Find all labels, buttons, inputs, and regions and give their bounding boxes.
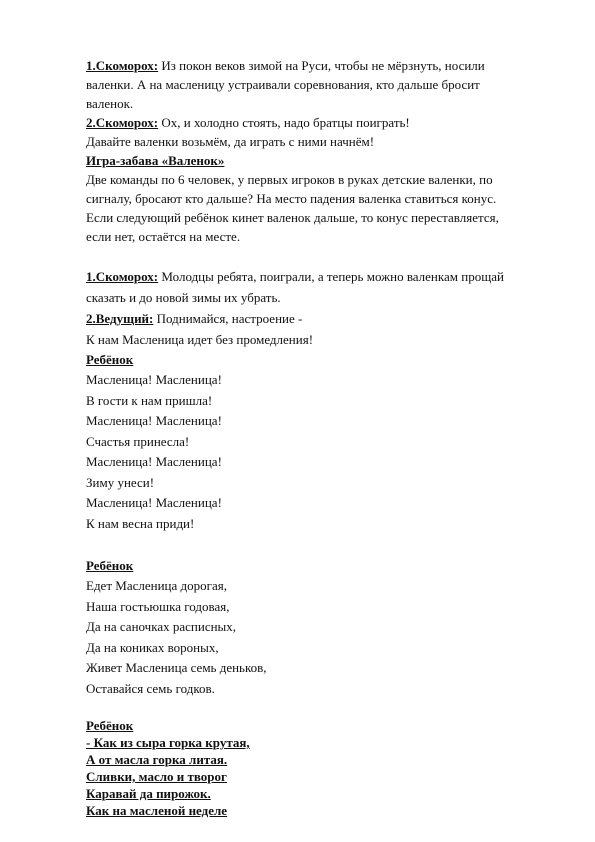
verse-line: Сливки, масло и творог [86, 769, 227, 784]
spacer [86, 246, 556, 264]
verse-line: Да на кониках вороных, [86, 639, 219, 655]
verse-line: Оставайся семь годков. [86, 680, 215, 696]
verse-line: Да на саночках расписных, [86, 619, 237, 634]
skomorokh2-speech [86, 113, 556, 151]
game-section [86, 151, 556, 246]
spacer [86, 699, 556, 717]
text-line: валенок. [86, 96, 134, 111]
text-line: Две команды по 6 человек, у первых игроков в руках детские валенки, по [86, 172, 493, 187]
spacer [86, 534, 556, 556]
verse-line: В гости к нам пришла! [86, 392, 213, 408]
verse-line: Счастья принесла! [86, 433, 190, 449]
child-verse-3 [86, 717, 556, 819]
verse-line: К нам весна приди! [86, 515, 195, 531]
text-line: Если следующий ребёнок кинет валенок дальше, то конус переставляется, [86, 210, 499, 225]
speech-text: Молодцы ребята, поиграли, а теперь можно валенкам прощай [158, 269, 504, 284]
verse-line: Зиму унеси! [86, 474, 155, 490]
child-label: Ребёнок [86, 558, 134, 573]
verse-line: Масленица! Масленица! [86, 454, 222, 469]
text-line [86, 308, 556, 329]
verse-line: - Как из сыра горка крутая, [86, 735, 250, 750]
verse-line: Едет Масленица дорогая, [86, 578, 227, 593]
speaker-label: 2.Скоморох: [86, 115, 159, 130]
child-verse-1 [86, 350, 556, 534]
verse-line: Живет Масленица семь деньков, [86, 660, 267, 675]
text-line [86, 56, 556, 75]
speech-text: Поднимайся, настроение - [153, 311, 303, 326]
verse-line: Масленица! Масленица! [86, 372, 222, 387]
child-label: Ребёнок [86, 352, 134, 367]
text-line [86, 113, 556, 132]
child-verse-2 [86, 556, 556, 699]
text-line [86, 266, 556, 287]
skomorokh1-intro [86, 56, 556, 113]
child-label: Ребёнок [86, 718, 134, 733]
text-line: если нет, остаётся на месте. [86, 229, 241, 244]
game-title: Игра-забава «Валенок» [86, 153, 225, 168]
speaker-label: 1.Скоморох: [86, 58, 159, 73]
text-line: сигналу, бросают кто дальше? На место падения валенка ставиться конус. [86, 191, 497, 206]
verse-line: А от масла горка литая. [86, 752, 228, 767]
verse-line: Наша гостьюшка годовая, [86, 598, 230, 614]
speech-text: Из покон веков зимой на Руси, чтобы не мёрзнуть, носили [158, 58, 485, 73]
text-line: сказать и до новой зимы их убрать. [86, 290, 281, 305]
skomorokh1-farewell [86, 266, 556, 308]
speech-text: Ох, и холодно стоять, надо братцы поиграть! [158, 115, 410, 130]
document-page [86, 56, 556, 819]
verse-line: Каравай да пирожок. [86, 786, 211, 801]
speaker-label: 2.Ведущий: [86, 311, 154, 326]
speaker-label: 1.Скоморох: [86, 269, 159, 284]
text-line: К нам Масленица идет без промедления! [86, 332, 314, 347]
host-speech [86, 308, 556, 350]
verse-line: Масленица! Масленица! [86, 495, 222, 510]
text-line: валенки. А на масленицу устраивали соревнования, кто дальше бросит [86, 77, 480, 92]
verse-line: Масленица! Масленица! [86, 413, 222, 428]
text-line: Давайте валенки возьмём, да играть с ними начнём! [86, 134, 375, 149]
verse-line: Как на масленой неделе [86, 803, 228, 818]
